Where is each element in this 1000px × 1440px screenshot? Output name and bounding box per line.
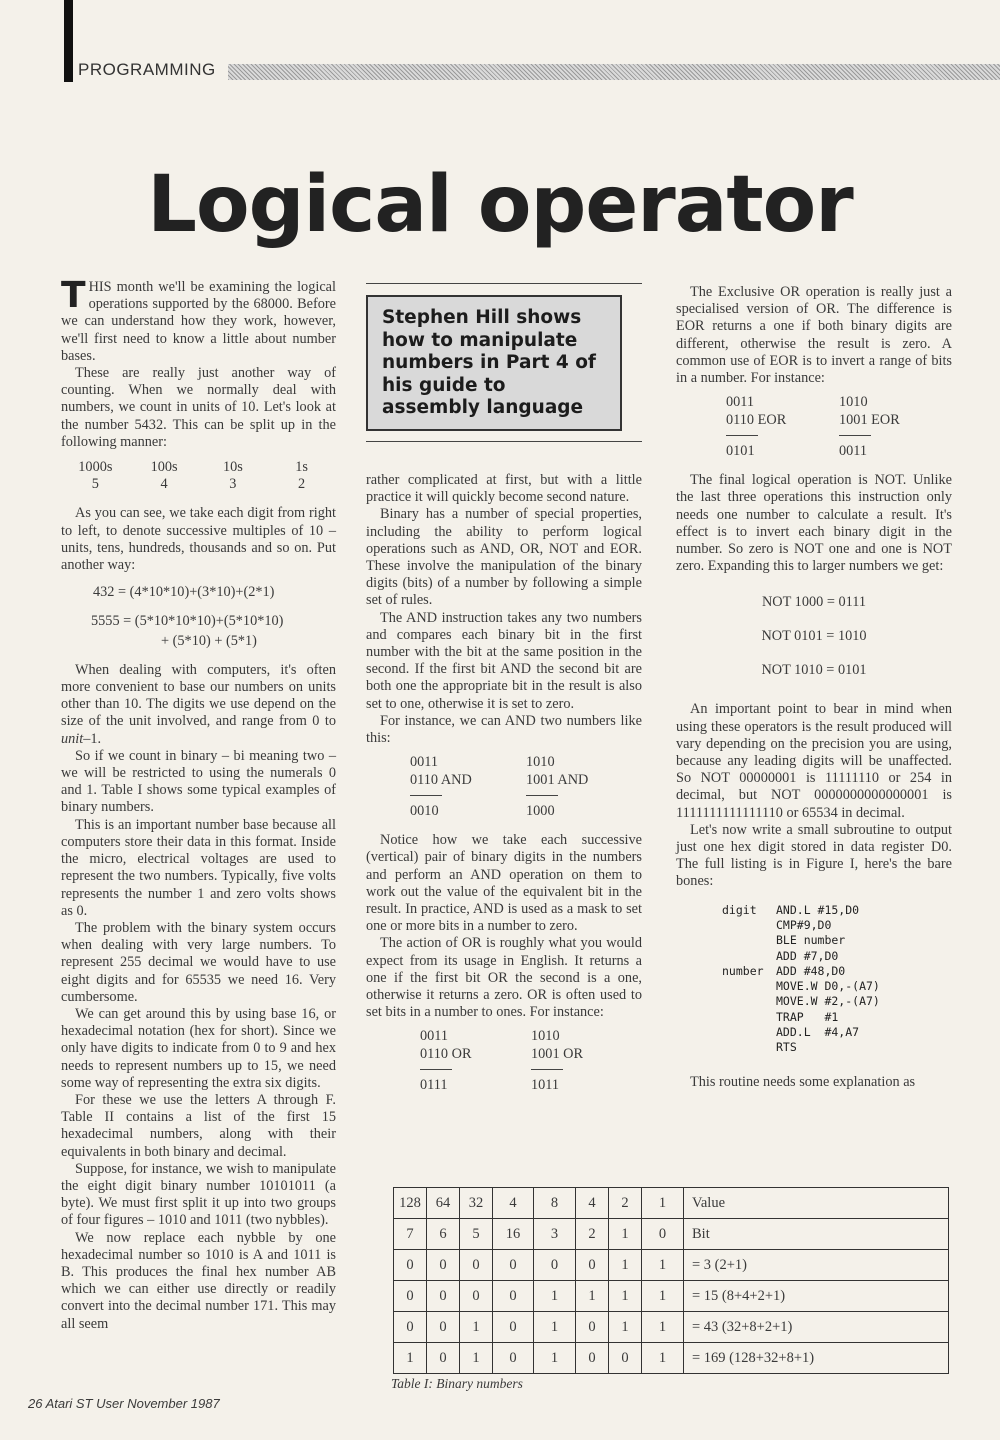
- table-cell: = 3 (2+1): [684, 1250, 949, 1281]
- equation-5555-cont: + (5*10) + (5*1): [161, 632, 257, 649]
- drop-cap: T: [61, 275, 86, 316]
- table-cell: 1: [609, 1312, 642, 1343]
- table-cell: 1: [609, 1250, 642, 1281]
- callout-rule-top: [366, 283, 642, 284]
- paragraph: The problem with the binary system occurs when dealing with very large numbers. To represent 255 decimal we would have to use eight digits and for 65535 we need 16. Very cumbersome.: [61, 919, 336, 1005]
- equation-5555: 5555 = (5*10*10*10)+(5*10*10): [91, 613, 284, 630]
- code-listing: [722, 903, 952, 1056]
- table-cell: 3: [534, 1219, 576, 1250]
- table-cell: 0: [609, 1343, 642, 1374]
- code-line: digit AND.L #15,D0: [722, 902, 860, 917]
- table-cell: = 43 (32+8+2+1): [684, 1312, 949, 1343]
- column-3: [676, 284, 952, 1091]
- table-cell: 0: [427, 1312, 460, 1343]
- paragraph: Binary has a number of special properties, including the ability to perform logical operations such as AND, OR, NOT and EOR. These involve the manipulation of the binary digits (bits) of a number by following a simple set of rules.: [366, 506, 642, 609]
- table-cell: 1: [534, 1312, 576, 1343]
- section-bar: [64, 0, 73, 82]
- paragraph: When dealing with computers, it's often more convenient to base our numbers on units other than 10. The digits we use depend on the size of the unit involved, and range from 0 to unit–1.: [61, 661, 336, 747]
- table-cell: = 169 (128+32+8+1): [684, 1343, 949, 1374]
- table-cell: Value: [684, 1188, 949, 1219]
- table-cell: 0: [534, 1250, 576, 1281]
- table-cell: 2: [576, 1219, 609, 1250]
- paragraph: This routine needs some explanation as: [690, 1073, 916, 1090]
- table-cell: 0: [576, 1312, 609, 1343]
- table-cell: 1: [609, 1281, 642, 1312]
- table-cell: 1: [609, 1219, 642, 1250]
- table-cell: 1: [460, 1343, 493, 1374]
- table-cell: 0: [493, 1343, 534, 1374]
- equation-432: 432 = (4*10*10)+(3*10)+(2*1): [93, 584, 275, 601]
- paragraph: For these we use the letters A through F. Table II contains a list of the first 15 hexadecimal numbers, along with their equivalents in both binary and decimal.: [61, 1091, 336, 1160]
- table-cell: 0: [493, 1281, 534, 1312]
- and-example: 0011 0110 AND 0010 1010 1001 AND 1000: [410, 754, 589, 820]
- table-cell: 1: [642, 1250, 684, 1281]
- paragraph: Notice how we take each successive (vertical) pair of binary digits in the numbers and perform an AND operation on them to work out the value of the equivalent bit in the result. In practice, AND is used as a mask to set one or more bits in a number to zero.: [366, 832, 642, 935]
- table-header-row: [394, 1188, 949, 1219]
- table-cell: 0: [427, 1343, 460, 1374]
- not-examples: NOT 1000 = 0111 NOT 0101 = 1010 NOT 1010 = 0101: [761, 594, 867, 679]
- table-cell: 1: [576, 1281, 609, 1312]
- paragraph: We can get around this by using base 16, or hexadecimal notation (hex for short). Since we only have digits to indicate from 0 to 9 and hex needs to represent numbers up to 15, we need some way of representing the extra six digits.: [61, 1005, 336, 1091]
- paragraph: An important point to bear in mind when using these operators is the result produced will vary depending on the precision you are using, because any leading digits will be unaffected. So NOT 00000001 is 11111110 or 254 in decimal, but NOT 0000000000000001 is 1111111111111110 or 65534 in decimal.: [676, 701, 952, 821]
- standfirst-box: Stephen Hill shows how to manipulate numbers in Part 4 of his guide to assembly language: [366, 295, 622, 431]
- eor-example: 0011 0110 EOR 0101 1010 1001 EOR 0011: [726, 394, 900, 460]
- table-cell: 0: [460, 1281, 493, 1312]
- paragraph: rather complicated at first, but with a little practice it will quickly become second nature.: [366, 472, 642, 506]
- column-1: [61, 275, 336, 1333]
- table-cell: 1: [460, 1312, 493, 1343]
- paragraph: Suppose, for instance, we wish to manipulate the eight digit binary number 10101011 (a byte). We must first split it up into two groups of four figures – 1010 and 1011 (two nybbles).: [61, 1160, 336, 1229]
- table-cell: 5: [460, 1219, 493, 1250]
- table-cell: 4: [493, 1188, 534, 1219]
- table-cell: 0: [427, 1281, 460, 1312]
- code-line: CMP#9,D0: [776, 917, 832, 932]
- code-line: TRAP #1: [776, 1009, 839, 1024]
- paragraph: The AND instruction takes any two numbers and compares each binary bit in the first number with the bit at the same position in the second. If the first bit AND the second bit are both one the appropriate bit in the result is also set to one, otherwise it is set to zero.: [366, 609, 642, 712]
- table-cell: 1: [534, 1281, 576, 1312]
- table-cell: 0: [642, 1219, 684, 1250]
- table-cell: 1: [642, 1343, 684, 1374]
- paragraph: We now replace each nybble by one hexadecimal number so 1010 is A and 1011 is B. This produces the final hex number AB which we can either use directly or readily convert into the decimal number 171. This may all seem: [61, 1229, 336, 1332]
- paragraph: The final logical operation is NOT. Unlike the last three operations this instruction only needs one number to calculate a result. It's effect is to invert each binary digit in the number. So zero is NOT one and one is NOT zero. Expanding this to larger numbers we get:: [676, 472, 952, 575]
- callout-rule-bottom: [366, 441, 642, 442]
- table-cell: 1: [642, 1281, 684, 1312]
- table-cell: 1: [394, 1343, 427, 1374]
- table-cell: 0: [394, 1250, 427, 1281]
- table-cell: 0: [576, 1250, 609, 1281]
- table-cell: 0: [394, 1312, 427, 1343]
- section-rule: [228, 64, 1000, 80]
- table-cell: 7: [394, 1219, 427, 1250]
- table-cell: 0: [493, 1250, 534, 1281]
- place-value-table: 1000s 100s 10s 1s 5 4 3 2: [78, 459, 308, 493]
- table-cell: 32: [460, 1188, 493, 1219]
- table-cell: 4: [576, 1188, 609, 1219]
- code-line: MOVE.W D0,-(A7): [776, 979, 880, 994]
- paragraph: The Exclusive OR operation is really just a specialised version of OR. The difference is EOR returns a one if both binary digits are different, otherwise the result is zero. A common use of EOR is to invert a range of bits in a number. For instance:: [676, 284, 952, 387]
- binary-table: [393, 1187, 949, 1374]
- table-cell: 1: [642, 1188, 684, 1219]
- table-cell: 64: [427, 1188, 460, 1219]
- table-cell: 8: [534, 1188, 576, 1219]
- intro-paragraph: THIS month we'll be examining the logical operations supported by the 68000. Before we can understand how they work, however, we'll first need to know a little about number bases.: [61, 275, 336, 364]
- table-cell: 128: [394, 1188, 427, 1219]
- table-cell: 0: [576, 1343, 609, 1374]
- table-cell: 0: [493, 1312, 534, 1343]
- table-row: [394, 1250, 949, 1281]
- table-cell: 16: [493, 1219, 534, 1250]
- page-footer: 26 Atari ST User November 1987: [28, 1396, 220, 1411]
- paragraph: This is an important number base because all computers store their data in this format. Inside the micro, electrical voltages are used to represent the two numbers. Typically, five volts represents the number 1 and zero volts shows as 0.: [61, 816, 336, 919]
- table-cell: 1: [642, 1312, 684, 1343]
- code-line: ADD.L #4,A7: [776, 1025, 860, 1040]
- code-line: MOVE.W #2,-(A7): [776, 994, 880, 1009]
- or-example: 0011 0110 OR 0111 1010 1001 OR 1011: [420, 1028, 584, 1094]
- table-cell: Bit: [684, 1219, 949, 1250]
- table-cell: 0: [460, 1250, 493, 1281]
- table-cell: 2: [609, 1188, 642, 1219]
- paragraph: The action of OR is roughly what you would expect from its usage in English. It returns a one if the first bit OR the second is a one, otherwise it returns a zero. OR is often used to set bits in a number to ones. For instance:: [366, 935, 642, 1021]
- code-line: BLE number: [776, 933, 846, 948]
- table-cell: 6: [427, 1219, 460, 1250]
- table-bit-row: [394, 1219, 949, 1250]
- table-cell: = 15 (8+4+2+1): [684, 1281, 949, 1312]
- paragraph: For instance, we can AND two numbers like this:: [366, 712, 642, 747]
- paragraph: As you can see, we take each digit from right to left, to denote successive multiples of 10 – units, tens, hundreds, thousands and so on. Put another way:: [61, 505, 336, 574]
- table-row: [394, 1312, 949, 1343]
- headline: Logical operator: [147, 160, 853, 250]
- table-cell: 1: [534, 1343, 576, 1374]
- paragraph: So if we count in binary – bi meaning two – we will be restricted to using the numerals 0 and 1. Table I shows some typical examples of binary numbers.: [61, 747, 336, 816]
- table-row: [394, 1281, 949, 1312]
- section-label: PROGRAMMING: [78, 60, 216, 79]
- table-cell: 0: [427, 1250, 460, 1281]
- paragraph: These are really just another way of counting. When we normally deal with numbers, we count in units of 10. Let's look at the number 5432. This can be split up in the following manner:: [61, 365, 336, 450]
- table-cell: 0: [394, 1281, 427, 1312]
- code-line: RTS: [776, 1040, 797, 1055]
- code-line: ADD #7,D0: [776, 948, 839, 963]
- code-line: number ADD #48,D0: [722, 963, 846, 978]
- table-caption: Table I: Binary numbers: [391, 1376, 523, 1391]
- column-2: [366, 472, 642, 1106]
- table-row: [394, 1343, 949, 1374]
- paragraph: Let's now write a small subroutine to output just one hex digit stored in data register D0. The full listing is in Figure I, here's the bare bones:: [676, 821, 952, 890]
